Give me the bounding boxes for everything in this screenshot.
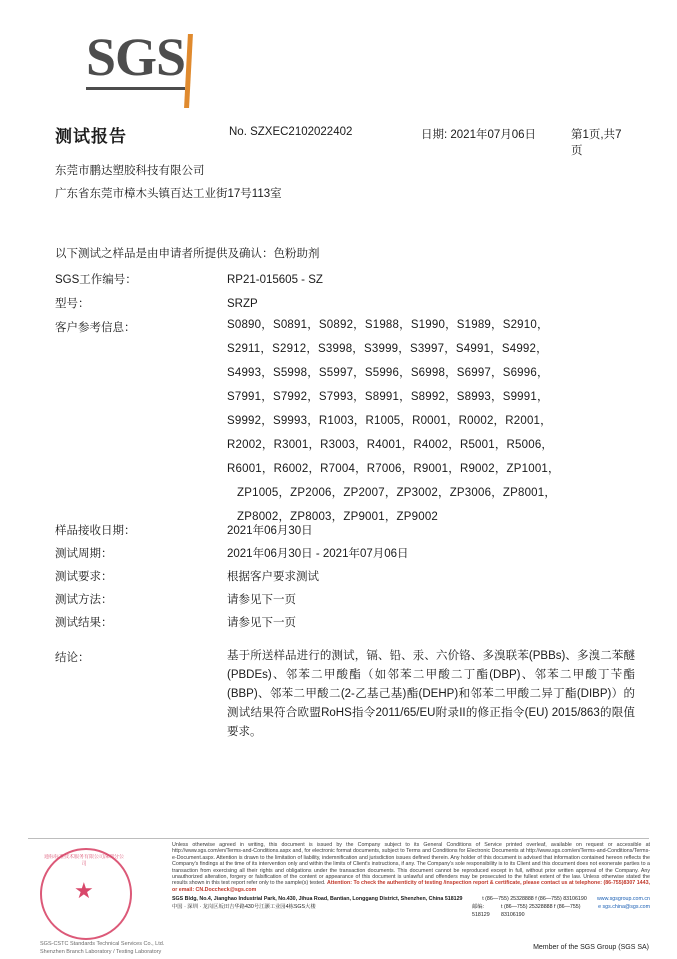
field-value-model: SRZP: [227, 298, 258, 310]
footer-disclaimer-text: Unless otherwise agreed in writing, this document is issued by the Company subject to its General Conditions of Service printed overleaf, available on request or accessible at http://www.sgs.com/en/Terms-and-Conditions.aspx and, for electronic format documents, subject to Terms and Conditions for Electronic Documents at http://www.sgs.com/en/Terms-and-Conditions/Terms-e-Document.aspx. Attention is drawn to the limitation of liability, indemnification and jurisdiction issues defined therein. Any holder of this document is advised that information contained hereon reflects the Company's findings at the time of its intervention only and within the limits of Client's instructions, if any. The Company's sole responsibility is to its Client and this document does not exonerate parties to a transaction from exercising all their rights and obligations under the transaction documents. This document cannot be reproduced except in full, without prior written approval of the Company. Any unauthorized alteration, forgery or falsification of the content or appearance of this document is unlawful and offenders may be prosecuted to the fullest extent of the law. Unless otherwise stated the results shown in this test report refer only to the sample(s) tested.: [172, 842, 650, 887]
report-number: No. SZXEC2102022402: [229, 126, 353, 138]
footer-website[interactable]: www.sgsgroup.com.cn: [596, 896, 650, 902]
field-value-test-requirement: 根据客户要求测试: [227, 571, 319, 583]
company-seal-stamp: [40, 848, 165, 955]
page-title: 测试报告: [55, 127, 127, 146]
footer-address-row-en: [172, 895, 650, 903]
footer-phone-en: t (86—755) 25328888 f (86—755) 83106190: [482, 896, 587, 902]
footer-email[interactable]: e sgs.china@sgs.com: [598, 904, 650, 910]
field-label-sample-received-date: 样品接收日期：: [55, 525, 136, 537]
sgs-logo: [86, 27, 206, 88]
report-header-row: [55, 122, 625, 157]
conclusion-row: [55, 647, 635, 742]
list-item: R6001，R6002，R7004，R7006，R9001，R9002，ZP1001，: [227, 463, 560, 475]
footer-member-line: Member of the SGS Group (SGS SA): [533, 944, 649, 951]
footer-divider: [28, 838, 649, 839]
list-item: S7991，S7992，S7993，S8991，S8992，S8993，S9991，: [227, 391, 549, 403]
seal-caption-line2: Shenzhen Branch Laboratory / Testing Laboratory: [40, 949, 162, 955]
field-value-test-method: 请参见下一页: [227, 594, 296, 606]
field-label-test-method: 测试方法：: [55, 594, 113, 606]
field-value-conclusion: 基于所送样品进行的测试，镉、铅、汞、六价铬、多溴联苯(PBBs)、多溴二苯醚(PBDEs)、邻苯二甲酸酯（如邻苯二甲酸二丁酯(DBP)、邻苯二甲酸丁苄酯(BBP)、邻苯二甲酸二(2-乙基己基)酯(DEHP)和邻苯二甲酸二异丁酯(DIBP)）的测试结果符合欧盟RoHS指令2011/65/EU附录II的修正指令(EU) 2015/863的限值要求。: [227, 650, 635, 738]
field-row: [55, 268, 635, 292]
secondary-field-list: [55, 520, 635, 742]
field-row: [55, 589, 635, 612]
field-row: [55, 612, 635, 635]
report-date: 日期: 2021年07月06日: [421, 129, 537, 141]
client-company-block: [55, 160, 625, 206]
field-label-test-result: 测试结果：: [55, 617, 113, 629]
footer-disclaimer: [172, 842, 650, 893]
client-reference-list: [227, 313, 627, 529]
sgs-logo-text: SGS: [86, 27, 186, 87]
seal-ring-text: 通标标准技术服务有限公司深圳分公司: [44, 854, 124, 867]
field-label-test-period: 测试周期：: [55, 548, 113, 560]
client-company-address: 广东省东莞市樟木头镇百达工业街17号113室: [55, 188, 282, 200]
field-value-sample-received-date: 2021年06月30日: [227, 525, 313, 537]
list-item: S9992，S9993，R1003，R1005，R0001，R0002，R2001，: [227, 415, 552, 427]
client-company-name: 东莞市鹏达塑胶科技有限公司: [55, 165, 205, 177]
field-row: [55, 543, 635, 566]
list-item: ZP1005，ZP2006，ZP2007，ZP3002，ZP3006，ZP8001，: [237, 487, 557, 499]
list-item: S4993，S5998，S5997，S5996，S6998，S6997，S6996，: [227, 367, 549, 379]
list-item: ZP8002，ZP8003，ZP9001，ZP9002: [237, 511, 439, 523]
field-value-test-result: 请参见下一页: [227, 617, 296, 629]
footer-address-row-cn: [172, 903, 650, 919]
footer-address-en: SGS Bldg, No.4, Jianghao Industrial Park, No.430, Jihua Road, Bantian, Longgang District, Shenzhen, China 518129: [172, 896, 463, 902]
footer-postcode-cn: 邮编: 518129: [472, 904, 490, 918]
field-value-job-no: RP21-015605 - SZ: [227, 274, 323, 286]
footer-attention-note: Attention: To check the authenticity of testing /inspection report & certificate, please contact us at telephone: (86-755)8307 1443, or email: CN.Doccheck@sgs.com: [172, 880, 650, 893]
field-label-model: 型号：: [55, 298, 90, 310]
field-label-conclusion: 结论：: [55, 652, 90, 664]
field-row: [55, 566, 635, 589]
list-item: R2002，R3001，R3003，R4001，R4002，R5001，R5006，: [227, 439, 554, 451]
footer-phone-cn: t (86—755) 25328888 f (86—755) 83106190: [501, 904, 581, 918]
field-row: [55, 520, 635, 543]
sgs-logo-underline: [86, 87, 185, 90]
list-item: S0890，S0891，S0892，S1988，S1990，S1989，S2910，: [227, 319, 549, 331]
list-item: S2911，S2912，S3998，S3999，S3997，S4991，S4992，: [227, 343, 548, 355]
page-number: 第1页,共7页: [571, 129, 622, 157]
field-label-client-reference: 客户参考信息：: [55, 322, 136, 334]
field-label-test-requirement: 测试要求：: [55, 571, 113, 583]
seal-caption-line1: SGS-CSTC Standards Technical Services Co., Ltd.: [40, 941, 165, 947]
sample-intro-line: 以下测试之样品是由申请者所提供及确认：色粉助剂: [55, 248, 320, 260]
footer-address-cn: 中国 · 深圳 · 龙岗区坂田吉华路430号江灏工业园4栋SGS大楼: [172, 904, 316, 910]
footer-address-block: [172, 895, 650, 919]
field-value-test-period: 2021年06月30日 - 2021年07月06日: [227, 548, 409, 560]
star-icon: ★: [74, 878, 94, 903]
field-label-job-no: SGS工作编号：: [55, 274, 137, 286]
